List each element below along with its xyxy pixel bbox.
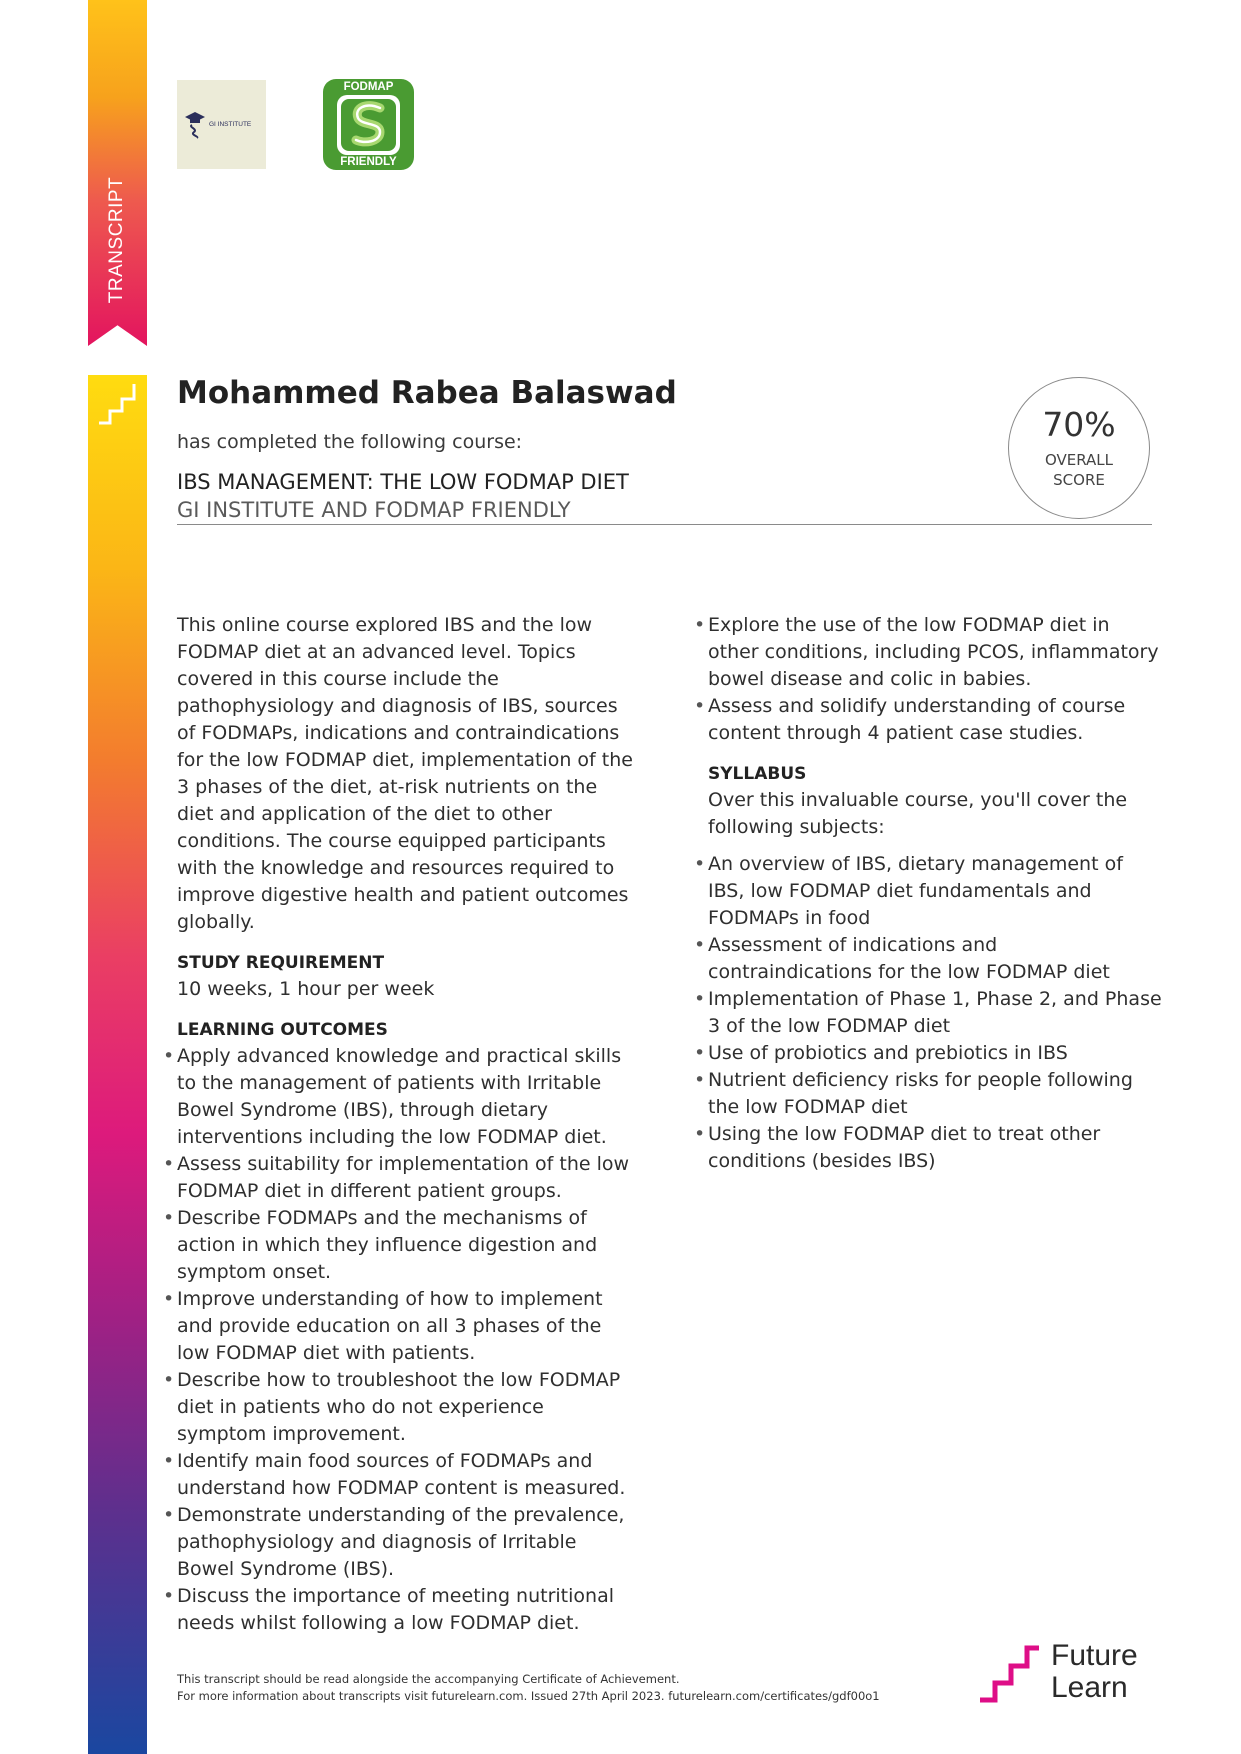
learning-outcome-item: • Identify main food sources of FODMAPs and understand how FODMAP content is measured. xyxy=(177,1448,637,1502)
learning-outcome-item: • Describe FODMAPs and the mechanisms of action in which they influence digestion and symptom onset. xyxy=(177,1205,637,1286)
syllabus-item: • Implementation of Phase 1, Phase 2, and Phase 3 of the low FODMAP diet xyxy=(708,986,1163,1040)
learning-outcome-item: • Improve understanding of how to implement and provide education on all 3 phases of the low FODMAP diet with patients. xyxy=(177,1286,637,1367)
learning-outcome-item: • Apply advanced knowledge and practical skills to the management of patients with Irritable Bowel Syndrome (IBS), through dietary interventions including the low FODMAP diet. xyxy=(177,1043,637,1151)
syllabus-item: • Nutrient deficiency risks for people following the low FODMAP diet xyxy=(708,1067,1163,1121)
overall-score-badge xyxy=(1008,377,1150,519)
syllabus-item: • Assessment of indications and contraindications for the low FODMAP diet xyxy=(708,932,1163,986)
futurelearn-word-learn: Learn xyxy=(1051,1671,1128,1704)
learning-outcomes-list xyxy=(177,1043,637,1637)
learning-outcome-item: • Describe how to troubleshoot the low FODMAP diet in patients who do not experience symptom improvement. xyxy=(177,1367,637,1448)
futurelearn-logo xyxy=(978,1640,1153,1706)
fodmap-logo-bottom-text: FRIENDLY xyxy=(340,156,397,168)
learning-outcome-item: • Assess suitability for implementation of the low FODMAP diet in different patient groups. xyxy=(177,1151,637,1205)
right-column xyxy=(708,612,1163,1175)
course-description: This online course explored IBS and the low FODMAP diet at an advanced level. Topics covered in this course include the pathophysiology and diagnosis of IBS, sources of FODMAPs, indications and contraindications for the low FODMAP diet, implementation of the 3 phases of the diet, at-risk nutrients on the diet and application of the diet to other conditions. The course equipped participants with the knowledge and resources required to improve digestive health and patient outcomes globally. xyxy=(177,614,633,933)
overall-score-label-line1: OVERALL xyxy=(1044,451,1114,469)
overall-score-label-line2: SCORE xyxy=(1053,471,1105,489)
syllabus-item: • Use of probiotics and prebiotics in IBS xyxy=(708,1040,1163,1067)
footer-issue-info: For more information about transcripts visit futurelearn.com. Issued 27th April 2023. futurelearn.com/certificates/gdf00o1 xyxy=(177,1689,880,1703)
gi-institute-logo-text: GI INSTITUTE xyxy=(209,121,252,128)
graduation-cap-icon xyxy=(184,111,206,139)
learning-outcome-item: • Assess and solidify understanding of course content through 4 patient case studies. xyxy=(708,693,1163,747)
study-requirement-text: 10 weeks, 1 hour per week xyxy=(177,978,435,1000)
stairs-icon xyxy=(96,378,141,428)
fodmap-gut-icon xyxy=(336,94,401,156)
learning-outcome-item: • Explore the use of the low FODMAP diet in other conditions, including PCOS, inflammatory bowel disease and colic in babies. xyxy=(708,612,1163,693)
learning-outcomes-list-continued xyxy=(708,612,1163,747)
footer-note: This transcript should be read alongside the accompanying Certificate of Achievement. xyxy=(177,1672,680,1686)
futurelearn-stairs-icon xyxy=(978,1644,1041,1704)
overall-score-label xyxy=(1009,450,1149,490)
syllabus-item: • An overview of IBS, dietary management of IBS, low FODMAP diet fundamentals and FODMAPs in food xyxy=(708,851,1163,932)
learner-name: Mohammed Rabea Balaswad xyxy=(177,375,677,411)
transcript-banner-label: TRANSCRIPT xyxy=(106,176,128,304)
transcript-banner-label-box xyxy=(88,150,147,330)
syllabus-intro: Over this invaluable course, you'll cover the following subjects: xyxy=(708,789,1128,838)
learning-outcome-item: • Discuss the importance of meeting nutritional needs whilst following a low FODMAP diet. xyxy=(177,1583,637,1637)
course-title: IBS MANAGEMENT: THE LOW FODMAP DIET xyxy=(177,470,629,494)
syllabus-heading: SYLLABUS xyxy=(708,764,807,784)
fodmap-friendly-logo xyxy=(323,79,414,170)
fodmap-logo-top-text: FODMAP xyxy=(343,81,394,93)
completion-statement: has completed the following course: xyxy=(177,431,523,453)
futurelearn-word-future: Future xyxy=(1051,1639,1138,1672)
learning-outcome-item: • Demonstrate understanding of the prevalence, pathophysiology and diagnosis of Irritable Bowel Syndrome (IBS). xyxy=(177,1502,637,1583)
syllabus-item: • Using the low FODMAP diet to treat other conditions (besides IBS) xyxy=(708,1121,1163,1175)
header-divider xyxy=(177,524,1152,525)
study-requirement-heading: STUDY REQUIREMENT xyxy=(177,953,385,973)
gi-institute-logo xyxy=(177,80,266,169)
syllabus-list xyxy=(708,851,1163,1175)
course-organisation: GI INSTITUTE AND FODMAP FRIENDLY xyxy=(177,498,571,522)
left-column xyxy=(177,612,637,1637)
gradient-side-stripe xyxy=(88,375,147,1754)
learning-outcomes-heading: LEARNING OUTCOMES xyxy=(177,1020,388,1040)
overall-score-value: 70% xyxy=(1042,405,1116,444)
